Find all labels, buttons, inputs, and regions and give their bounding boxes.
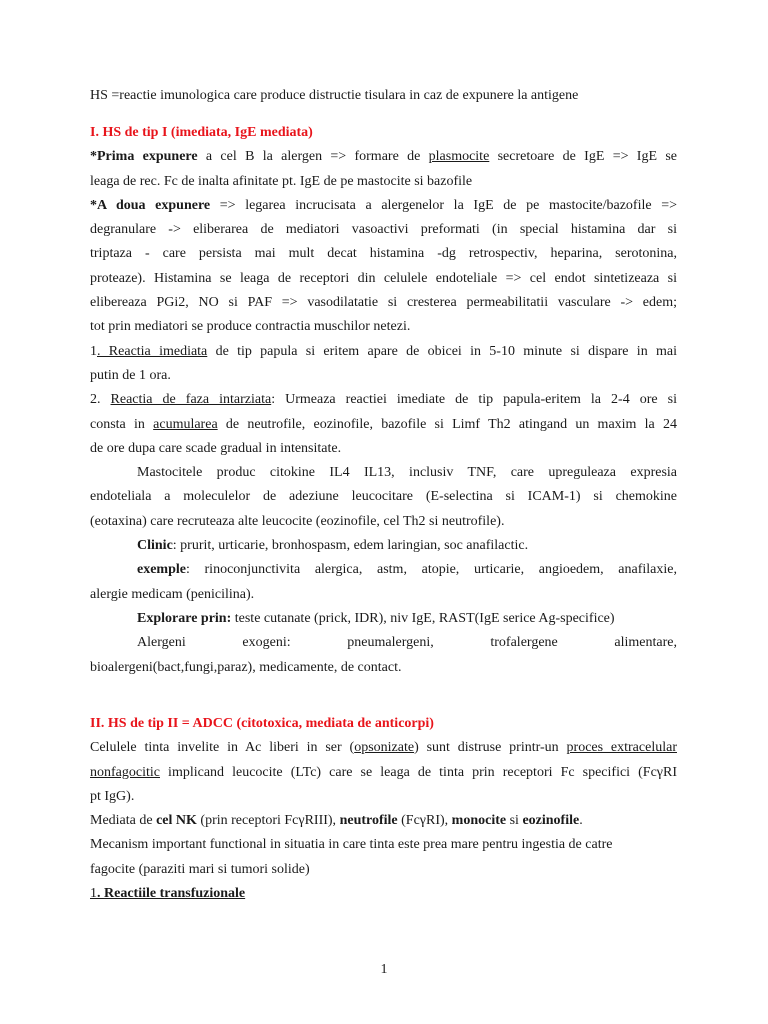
s2-p1-line1: Celulele tinta invelite in Ac liberi in ser (opsonizate) sunt distruse printr-un proces extracelular	[90, 740, 677, 756]
page-number: 1	[380, 962, 388, 977]
s2-p1-line3: pt IgG).	[90, 788, 135, 804]
s1-exemple-line1: exemple: rinoconjunctivita alergica, astm, atopie, urticarie, angioedem, anafilaxie,	[137, 562, 677, 578]
s1-p5-line2: endoteliala a moleculelor de adeziune leucocitare (E-selectina si ICAM-1) si chemokine	[90, 489, 677, 505]
section-2-title: II. HS de tip II = ADCC (citotoxica, mediata de anticorpi)	[90, 716, 434, 731]
s1-p5-line1: Mastocitele produc citokine IL4 IL13, inclusiv TNF, care upreguleaza expresia	[137, 465, 677, 481]
section-2	[90, 712, 677, 906]
section-1-title: I. HS de tip I (imediata, IgE mediata)	[90, 125, 313, 140]
s2-p1-line2: nonfagocitic implicand leucocite (LTc) care se leaga de tinta prin receptori Fc specifici (FcγRI	[90, 764, 677, 780]
s1-p1-line1: *Prima expunere a cel B la alergen => formare de plasmocite secretoare de IgE => IgE se	[90, 149, 677, 165]
s1-p2-line4: proteaze). Histamina se leaga de receptori din celulele endoteliale => cel endot sintetizeaza si	[90, 270, 677, 286]
s1-p2-line1: *A doua expunere => legarea incrucisata a alergenelor la IgE de pe mastocite/bazofile =>	[90, 197, 677, 213]
intro-line: HS =reactie imunologica care produce distructie tisulara in caz de expunere la antigene	[90, 88, 579, 103]
s1-p5-line3: (eotaxina) care recruteaza alte leucocite (eozinofile, cel Th2 si neutrofile).	[90, 513, 505, 529]
s1-p3-line2: putin de 1 ora.	[90, 367, 171, 383]
s1-p4-line3: de ore dupa care scade gradual in intensitate.	[90, 440, 342, 456]
s1-p3-line1: 1. Reactia imediata de tip papula si eritem apare de obicei in 5-10 minute si dispare in mai	[90, 343, 677, 359]
s1-explorare: Explorare prin: teste cutanate (prick, IDR), niv IgE, RAST(IgE serice Ag-specifice)	[137, 610, 615, 626]
s1-alergeni-line2: bioalergeni(bact,fungi,paraz), medicamente, de contact.	[90, 659, 402, 675]
s1-p1-line2: leaga de rec. Fc de inalta afinitate pt. IgE de pe mastocite si bazofile	[90, 173, 473, 189]
s2-p2: Mediata de cel NK (prin receptori FcγRIII), neutrofile (FcγRI), monocite si eozinofile.	[90, 813, 583, 829]
s2-p3-line2: fagocite (paraziti mari si tumori solide)	[90, 861, 310, 877]
s1-exemple-line2: alergie medicam (penicilina).	[90, 586, 255, 602]
s2-p3-line1: Mecanism important functional in situatia in care tinta este prea mare pentru ingestia de catre	[90, 837, 613, 853]
section-1	[90, 121, 677, 680]
s2-p4: 1. Reactiile transfuzionale	[90, 886, 246, 902]
s1-p2-line2: degranulare -> eliberarea de mediatori vasoactivi preformati (in special histamina dar si	[90, 222, 677, 238]
s1-p4-line1: 2. Reactia de faza intarziata: Urmeaza reactiei imediate de tip papula-eritem la 2-4 ore si	[90, 392, 677, 408]
s1-p4-line2: consta in acumularea de neutrofile, eozinofile, bazofile si Limf Th2 atingand un maxim la 24	[90, 416, 678, 432]
s1-clinic: Clinic: prurit, urticarie, bronhospasm, edem laringian, soc anafilactic.	[137, 538, 529, 554]
s1-p2-line5: elibereaza PGi2, NO si PAF => vasodilatatie si cresterea permeabilitatii vasculare -> edem;	[90, 295, 677, 311]
s1-p2-line6: tot prin mediatori se produce contractia muschilor netezi.	[90, 319, 411, 335]
s1-p2-line3: triptaza - care persista mai mult decat histamina -dg retrospectiv, heparina, serotonina,	[90, 246, 677, 262]
s1-alergeni-line1: Alergeni exogeni: pneumalergeni, trofalergene alimentare,	[137, 635, 677, 651]
